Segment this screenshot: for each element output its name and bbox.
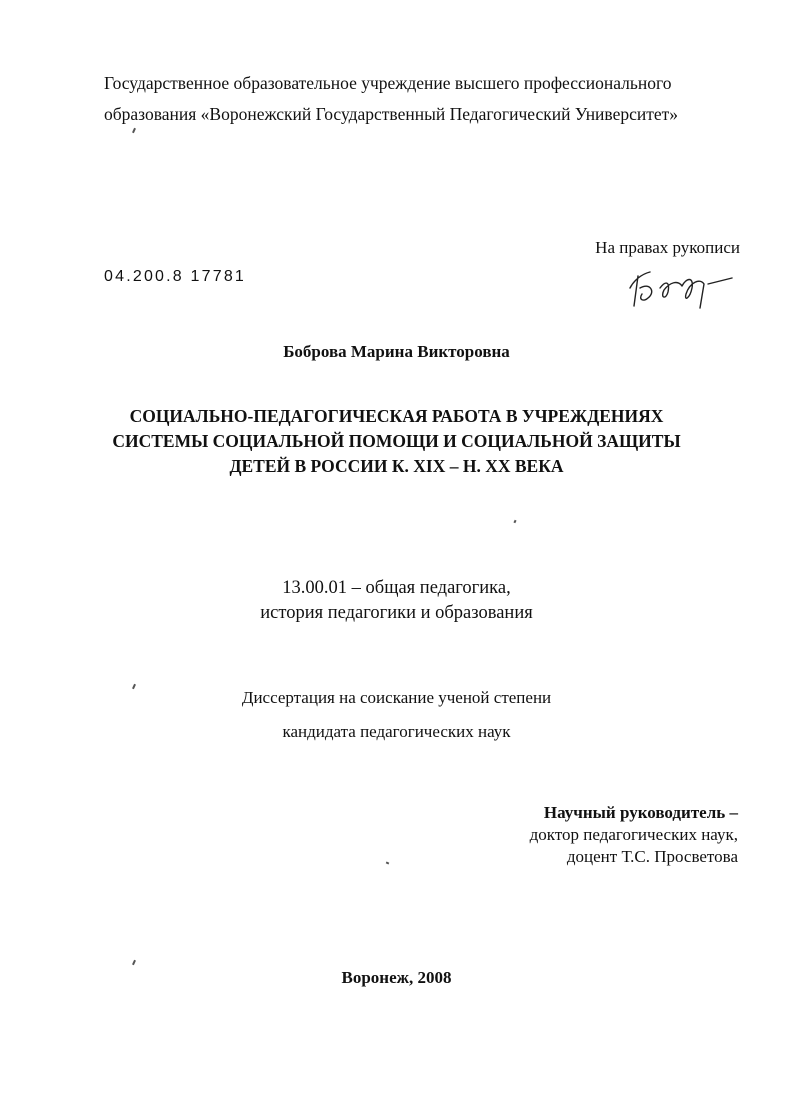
author-name: Боброва Марина Викторовна (283, 342, 510, 361)
city-and-year: Воронеж, 2008 (341, 968, 452, 987)
title-line-1: СОЦИАЛЬНО-ПЕДАГОГИЧЕСКАЯ РАБОТА В УЧРЕЖДЕНИЯХ (129, 406, 664, 426)
specialty-line-1: 13.00.01 – общая педагогика, (282, 578, 511, 598)
dissertation-title (60, 404, 733, 479)
institution-header (104, 68, 764, 130)
specialty-line-2: история педагогики и образования (260, 603, 533, 623)
institution-line-2: образования «Воронежский Государственный Педагогический Университет» (104, 104, 679, 124)
specialty-code (60, 576, 733, 626)
supervisor-label: Научный руководитель – (543, 803, 738, 822)
manuscript-rights-note: На правах рукописи (595, 238, 740, 257)
registration-stamp-number: 04.200.8 17781 (104, 268, 247, 285)
supervisor-name: доцент Т.С. Просветова (566, 847, 738, 866)
handwritten-signature (620, 258, 740, 314)
degree-line-1: Диссертация на соискание ученой степени (241, 688, 552, 707)
institution-line-1: Государственное образовательное учреждение высшего профессионального (104, 73, 672, 93)
title-line-2: СИСТЕМЫ СОЦИАЛЬНОЙ ПОМОЩИ И СОЦИАЛЬНОЙ ЗАЩИТЫ (112, 431, 681, 451)
scan-speck (386, 861, 390, 864)
scientific-supervisor (420, 802, 738, 868)
supervisor-degree: доктор педагогических наук, (529, 825, 738, 844)
degree-line-2: кандидата педагогических наук (282, 722, 511, 741)
scan-speck (132, 128, 136, 133)
scan-speck (132, 960, 136, 965)
title-line-3: ДЕТЕЙ В РОССИИ К. XIX – Н. XX ВЕКА (229, 456, 564, 476)
scan-speck (513, 520, 516, 524)
